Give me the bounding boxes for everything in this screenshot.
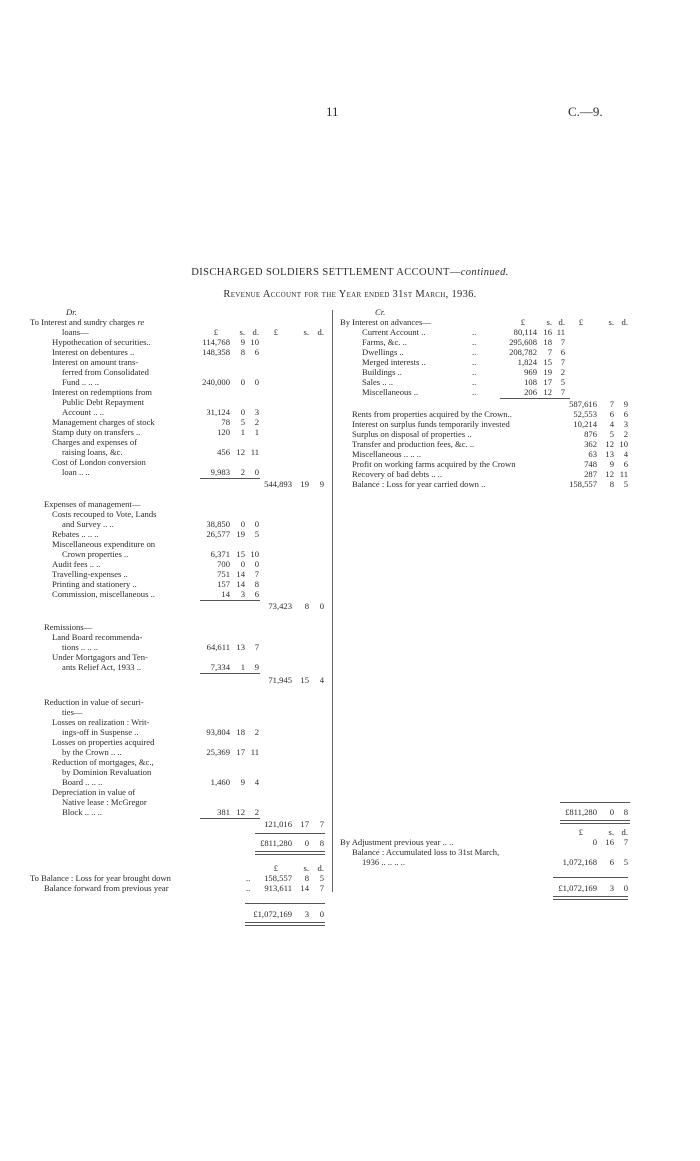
credit-other-item-pounds: 52,553 bbox=[573, 409, 597, 419]
credit-other-item-label: Miscellaneous .. .. .. bbox=[352, 449, 421, 459]
debit-interest-item-pence: 0 bbox=[254, 377, 259, 387]
debit-outer-pound-header: £ bbox=[273, 327, 278, 337]
credit-advances-item-leader: .. bbox=[472, 387, 477, 397]
debit-inner-pence-header: d. bbox=[252, 327, 259, 337]
debit-interest-item-label: Cost of London conversion bbox=[52, 457, 146, 467]
debit-remissions-item-label: Land Board recommenda- bbox=[52, 632, 143, 642]
credit-other-item-shillings: 13 bbox=[605, 449, 614, 459]
debit-reduction-item-label: Losses on properties acquired bbox=[52, 737, 155, 747]
credit-advances-item-shillings: 7 bbox=[547, 347, 552, 357]
credit-advances-item-label: Merged interests .. bbox=[362, 357, 426, 367]
debit-remissions-item-pence: 7 bbox=[254, 642, 259, 652]
debit-remissions-item-label: tions .. .. .. bbox=[62, 642, 99, 652]
credit-advances-item-pence: 11 bbox=[556, 327, 565, 337]
credit-advances-item-shillings: 17 bbox=[543, 377, 552, 387]
credit-advances-item-shillings: 12 bbox=[543, 387, 552, 397]
debit-management-item-pounds: 14 bbox=[221, 589, 230, 599]
credit-other-item-pence: 11 bbox=[619, 469, 628, 479]
debit-management-item-pence: 7 bbox=[254, 569, 259, 579]
debit-balance-item-leader: .. bbox=[246, 873, 251, 883]
debit-outer-shilling-header: s. bbox=[303, 327, 309, 337]
debit-reduction-item-pence: 4 bbox=[254, 777, 259, 787]
credit-advances-item-leader: .. bbox=[472, 347, 477, 357]
account-title-main: DISCHARGED SOLDIERS SETTLEMENT ACCOUNT— bbox=[191, 267, 461, 278]
debit-interest-total-pence: 9 bbox=[319, 479, 324, 489]
debit-management-item-shillings: 14 bbox=[236, 569, 245, 579]
credit-final-total-shillings: 3 bbox=[609, 883, 614, 893]
debit-interest-total-shillings: 19 bbox=[300, 479, 309, 489]
debit-grand-total-pence: 8 bbox=[319, 838, 324, 848]
credit-accumulated-pence: 5 bbox=[623, 857, 628, 867]
credit-advances-item-leader: .. bbox=[472, 337, 477, 347]
credit-grand-total-shillings: 0 bbox=[609, 807, 614, 817]
credit-accumulated-pounds: 1,072,168 bbox=[562, 857, 597, 867]
credit-other-item-pence: 6 bbox=[623, 409, 628, 419]
debit-balance-item-shillings: 8 bbox=[304, 873, 309, 883]
debit-reduction-total-pence: 7 bbox=[319, 819, 324, 829]
debit-grand-rule-bottom bbox=[255, 851, 325, 855]
credit-other-item-shillings: 12 bbox=[605, 469, 614, 479]
debit-management-heading: Expenses of management— bbox=[44, 499, 141, 509]
debit-interest-item-shillings: 2 bbox=[240, 467, 245, 477]
credit-advances-item-label: Buildings .. bbox=[362, 367, 402, 377]
debit-interest-item-label: ferred from Consolidated bbox=[62, 367, 149, 377]
debit-reduction-total-shillings: 17 bbox=[300, 819, 309, 829]
debit-reduction-heading-label: Reduction in value of securi- bbox=[44, 697, 144, 707]
debit-reduction-item-shillings: 18 bbox=[236, 727, 245, 737]
credit-other-item-pounds: 748 bbox=[584, 459, 597, 469]
credit-advances-total-shillings: 7 bbox=[609, 399, 614, 409]
debit-remissions-item-label: Under Mortgagors and Ten- bbox=[52, 652, 148, 662]
credit-advances-item-pounds: 80,114 bbox=[513, 327, 537, 337]
credit-grand-rule-top bbox=[560, 802, 630, 803]
debit-interest-item-label: loan .. .. bbox=[62, 467, 90, 477]
debit-management-item-pounds: 6,371 bbox=[210, 549, 230, 559]
debit-reduction-total-pounds: 121,016 bbox=[264, 819, 292, 829]
credit-other-item-pence: 10 bbox=[619, 439, 628, 449]
debit-management-item-pence: 6 bbox=[254, 589, 259, 599]
debit-grand-total-pounds: £811,280 bbox=[260, 838, 292, 848]
debit-interest-item-pence: 10 bbox=[250, 337, 259, 347]
debit-remissions-heading: Remissions— bbox=[44, 622, 93, 632]
debit-interest-item-pounds: 120 bbox=[217, 427, 230, 437]
debit-interest-item-pounds: 114,768 bbox=[202, 337, 230, 347]
credit-other-item-label: Transfer and production fees, &c. .. bbox=[352, 439, 475, 449]
debit-interest-item-label: Fund .. .. .. bbox=[62, 377, 100, 387]
debit-reduction-item-label: ings-off in Suspense .. bbox=[62, 727, 139, 737]
debit-interest-item-label: Account .. .. bbox=[62, 407, 105, 417]
debit-interest-item-label: Interest on redemptions from bbox=[52, 387, 152, 397]
debit-management-item-pounds: 157 bbox=[217, 579, 230, 589]
credit-advances-item-pounds: 295,608 bbox=[509, 337, 537, 347]
debit-interest-item-pence: 6 bbox=[254, 347, 259, 357]
debit-management-item-label: Travelling-expenses .. bbox=[52, 569, 128, 579]
debit-bottom-pence-header: d. bbox=[317, 863, 324, 873]
credit-advances-item-label: Farms, &c. .. bbox=[362, 337, 407, 347]
debit-management-total-shillings: 8 bbox=[304, 601, 309, 611]
credit-advances-item-label: Miscellaneous .. bbox=[362, 387, 419, 397]
debit-reduction-item-pounds: 381 bbox=[217, 807, 230, 817]
debit-interest-item-pounds: 456 bbox=[217, 447, 230, 457]
debit-management-item-pence: 0 bbox=[254, 519, 259, 529]
debit-management-item-pounds: 700 bbox=[217, 559, 230, 569]
credit-outer-pound-header: £ bbox=[578, 317, 583, 327]
debit-reduction-item-pence: 2 bbox=[254, 807, 259, 817]
debit-balance-item-pence: 5 bbox=[319, 873, 324, 883]
credit-bottom-pence-header: d. bbox=[621, 827, 628, 837]
credit-other-item-label: Surplus on disposal of properties .. bbox=[352, 429, 472, 439]
debit-management-item-pounds: 26,577 bbox=[206, 529, 230, 539]
debit-interest-item-label: raising loans, &c. bbox=[62, 447, 123, 457]
credit-advances-item-pence: 5 bbox=[560, 377, 565, 387]
debit-remissions-item-label: ants Relief Act, 1933 .. bbox=[62, 662, 142, 672]
credit-adjustment-shillings: 16 bbox=[605, 837, 614, 847]
debit-interest-item-label: Public Debt Repayment bbox=[62, 397, 145, 407]
debit-reduction-item-shillings: 9 bbox=[240, 777, 245, 787]
debit-balance-item-label: Balance forward from previous year bbox=[44, 883, 169, 893]
debit-label: Dr. bbox=[66, 307, 77, 317]
debit-remissions-item-pounds: 7,334 bbox=[210, 662, 230, 672]
debit-interest-item-label: Interest on amount trans- bbox=[52, 357, 139, 367]
account-subtitle: Revenue Account for the Year ended 31st March, 1936. bbox=[223, 289, 477, 300]
credit-final-total-pence: 0 bbox=[623, 883, 628, 893]
credit-advances-item-leader: .. bbox=[472, 327, 477, 337]
debit-management-item-shillings: 14 bbox=[236, 579, 245, 589]
debit-reduction-item-pounds: 25,369 bbox=[206, 747, 230, 757]
debit-interest-item-label: Hypothecation of securities.. bbox=[52, 337, 151, 347]
credit-advances-item-shillings: 18 bbox=[543, 337, 552, 347]
debit-management-item-pence: 0 bbox=[254, 559, 259, 569]
debit-final-total-pence: 0 bbox=[319, 909, 324, 919]
credit-other-item-pounds: 10,214 bbox=[573, 419, 597, 429]
credit-other-item-shillings: 4 bbox=[609, 419, 614, 429]
credit-inner-shilling-header: s. bbox=[546, 317, 552, 327]
debit-reduction-item-pence: 11 bbox=[250, 747, 259, 757]
credit-outer-shilling-header: s. bbox=[608, 317, 614, 327]
debit-remissions-total-shillings: 15 bbox=[300, 675, 309, 685]
debit-management-item-pence: 10 bbox=[250, 549, 259, 559]
debit-management-item-shillings: 0 bbox=[240, 519, 245, 529]
credit-advances-item-pounds: 969 bbox=[524, 367, 537, 377]
column-divider bbox=[332, 310, 333, 892]
credit-other-item-pounds: 63 bbox=[588, 449, 597, 459]
debit-remissions-item-shillings: 1 bbox=[240, 662, 245, 672]
credit-advances-item-pence: 6 bbox=[560, 347, 565, 357]
debit-balance-item-pence: 7 bbox=[319, 883, 324, 893]
debit-reduction-item-pence: 2 bbox=[254, 727, 259, 737]
credit-advances-heading: By Interest on advances— bbox=[340, 317, 431, 327]
credit-advances-item-shillings: 15 bbox=[543, 357, 552, 367]
debit-management-item-label: Printing and stationery .. bbox=[52, 579, 137, 589]
debit-reduction-heading-label: ties— bbox=[62, 707, 83, 717]
debit-balance-item-shillings: 14 bbox=[300, 883, 309, 893]
debit-balance-item-label: To Balance : Loss for year brought down bbox=[30, 873, 171, 883]
debit-interest-item-shillings: 5 bbox=[240, 417, 245, 427]
credit-grand-rule-bottom bbox=[560, 820, 630, 824]
debit-interest-item-label: Charges and expenses of bbox=[52, 437, 138, 447]
credit-adjustment-pounds: 0 bbox=[592, 837, 597, 847]
debit-grand-total-shillings: 0 bbox=[304, 838, 309, 848]
credit-other-item-pence: 2 bbox=[623, 429, 628, 439]
debit-bottom-pound-header: £ bbox=[273, 863, 278, 873]
debit-management-item-label: Rebates .. .. .. bbox=[52, 529, 99, 539]
credit-accumulated-label: Balance : Accumulated loss to 31st March, bbox=[352, 847, 500, 857]
debit-interest-item-label: Stamp duty on transfers .. bbox=[52, 427, 141, 437]
debit-reduction-item-label: Depreciation in value of bbox=[52, 787, 136, 797]
credit-advances-item-label: Dwellings .. bbox=[362, 347, 404, 357]
credit-outer-pence-header: d. bbox=[621, 317, 628, 327]
credit-label: Cr. bbox=[375, 307, 386, 317]
credit-advances-item-pence: 7 bbox=[560, 357, 565, 367]
account-title-suffix: continued. bbox=[460, 267, 509, 278]
credit-other-item-pounds: 876 bbox=[584, 429, 597, 439]
debit-remissions-rule bbox=[200, 673, 260, 674]
debit-interest-heading: To Interest and sundry charges re bbox=[30, 317, 145, 327]
credit-advances-item-shillings: 19 bbox=[543, 367, 552, 377]
debit-reduction-item-label: Board .. .. .. bbox=[62, 777, 103, 787]
credit-advances-item-leader: .. bbox=[472, 367, 477, 377]
credit-other-item-label: Interest on surplus funds temporarily invested bbox=[352, 419, 510, 429]
credit-advances-item-leader: .. bbox=[472, 377, 477, 387]
debit-interest-item-pence: 2 bbox=[254, 417, 259, 427]
debit-interest-item-pence: 1 bbox=[254, 427, 259, 437]
debit-management-item-pence: 5 bbox=[254, 529, 259, 539]
debit-management-item-label: Commission, miscellaneous .. bbox=[52, 589, 155, 599]
debit-management-item-shillings: 15 bbox=[236, 549, 245, 559]
credit-other-item-pounds: 362 bbox=[584, 439, 597, 449]
credit-advances-item-leader: .. bbox=[472, 357, 477, 367]
credit-advances-total-pence: 9 bbox=[623, 399, 628, 409]
credit-advances-item-label: Current Account .. bbox=[362, 327, 426, 337]
debit-reduction-item-label: Native lease : McGregor bbox=[62, 797, 147, 807]
debit-management-item-pounds: 751 bbox=[217, 569, 230, 579]
credit-bottom-pound-header: £ bbox=[578, 827, 583, 837]
credit-other-item-label: Profit on working farms acquired by the Crown bbox=[352, 459, 516, 469]
debit-reduction-item-label: Losses on realization : Writ- bbox=[52, 717, 150, 727]
credit-other-item-pence: 5 bbox=[623, 479, 628, 489]
credit-other-item-label: Recovery of bad debts .. .. bbox=[352, 469, 442, 479]
debit-bottom-shilling-header: s. bbox=[303, 863, 309, 873]
debit-balance-item-leader: .. bbox=[246, 883, 251, 893]
debit-interest-item-pence: 3 bbox=[254, 407, 259, 417]
debit-grand-rule-top bbox=[255, 833, 325, 834]
debit-management-item-label: and Survey .. .. bbox=[62, 519, 114, 529]
debit-remissions-total-pence: 4 bbox=[319, 675, 324, 685]
debit-balance-item-pounds: 913,611 bbox=[264, 883, 292, 893]
debit-inner-shilling-header: s. bbox=[239, 327, 245, 337]
debit-interest-item-shillings: 9 bbox=[240, 337, 245, 347]
debit-management-item-label: Audit fees .. .. bbox=[52, 559, 101, 569]
debit-management-total-pounds: 73,423 bbox=[268, 601, 292, 611]
debit-final-total-shillings: 3 bbox=[304, 909, 309, 919]
credit-other-item-shillings: 9 bbox=[609, 459, 614, 469]
credit-accumulated-shillings: 6 bbox=[609, 857, 614, 867]
credit-advances-total-pounds: 587,616 bbox=[569, 399, 597, 409]
report-reference: C.—9. bbox=[568, 104, 603, 119]
page-number: 11 bbox=[326, 104, 339, 119]
debit-loans-label: loans— bbox=[62, 327, 89, 337]
debit-reduction-item-shillings: 12 bbox=[236, 807, 245, 817]
credit-adjustment-pence: 7 bbox=[623, 837, 628, 847]
credit-advances-item-pence: 7 bbox=[560, 337, 565, 347]
debit-management-item-shillings: 0 bbox=[240, 559, 245, 569]
debit-interest-item-label: Interest on debentures .. bbox=[52, 347, 135, 357]
credit-advances-item-pence: 7 bbox=[560, 387, 565, 397]
debit-interest-total-pounds: 544,893 bbox=[264, 479, 292, 489]
debit-inner-pound-header: £ bbox=[213, 327, 218, 337]
debit-balance-item-pounds: 158,557 bbox=[264, 873, 292, 883]
credit-other-item-pounds: 158,557 bbox=[569, 479, 597, 489]
debit-remissions-item-pence: 9 bbox=[254, 662, 259, 672]
credit-other-item-pence: 6 bbox=[623, 459, 628, 469]
credit-grand-total-pence: 8 bbox=[623, 807, 628, 817]
debit-management-item-pence: 8 bbox=[254, 579, 259, 589]
debit-interest-item-shillings: 1 bbox=[240, 427, 245, 437]
debit-outer-pence-header: d. bbox=[317, 327, 324, 337]
credit-inner-pound-header: £ bbox=[520, 317, 525, 327]
debit-interest-item-shillings: 0 bbox=[240, 377, 245, 387]
debit-interest-item-pounds: 31,124 bbox=[206, 407, 230, 417]
debit-interest-item-pounds: 78 bbox=[221, 417, 230, 427]
debit-remissions-item-pounds: 64,611 bbox=[206, 642, 230, 652]
debit-final-rule-top bbox=[245, 903, 325, 904]
credit-advances-item-pence: 2 bbox=[560, 367, 565, 377]
debit-management-item-label: Miscellaneous expenditure on bbox=[52, 539, 156, 549]
debit-interest-item-shillings: 12 bbox=[236, 447, 245, 457]
debit-reduction-item-pounds: 93,804 bbox=[206, 727, 230, 737]
credit-other-item-shillings: 8 bbox=[609, 479, 614, 489]
credit-bottom-shilling-header: s. bbox=[608, 827, 614, 837]
credit-grand-total-pounds: £811,280 bbox=[565, 807, 597, 817]
debit-interest-item-pence: 11 bbox=[250, 447, 259, 457]
debit-reduction-item-label: Reduction of mortgages, &c., bbox=[52, 757, 154, 767]
credit-other-item-pence: 4 bbox=[623, 449, 628, 459]
debit-final-rule-bottom bbox=[245, 922, 325, 926]
credit-other-item-pence: 3 bbox=[623, 419, 628, 429]
credit-accumulated-label: 1936 .. .. .. .. bbox=[362, 857, 405, 867]
credit-final-rule-top bbox=[553, 877, 628, 878]
credit-advances-item-pounds: 108 bbox=[524, 377, 537, 387]
debit-reduction-item-label: by the Crown .. .. bbox=[62, 747, 122, 757]
credit-other-item-shillings: 12 bbox=[605, 439, 614, 449]
debit-reduction-item-label: Block .. .. .. bbox=[62, 807, 102, 817]
credit-other-item-shillings: 5 bbox=[609, 429, 614, 439]
debit-reduction-item-label: by Dominion Revaluation bbox=[62, 767, 152, 777]
credit-adjustment-label: By Adjustment previous year .. .. bbox=[340, 837, 454, 847]
debit-reduction-item-pounds: 1,460 bbox=[210, 777, 230, 787]
debit-interest-item-shillings: 8 bbox=[240, 347, 245, 357]
debit-management-item-shillings: 3 bbox=[240, 589, 245, 599]
debit-management-total-pence: 0 bbox=[319, 601, 324, 611]
credit-final-rule-bottom bbox=[553, 896, 628, 900]
credit-other-item-label: Rents from properties acquired by the Crown.. bbox=[352, 409, 512, 419]
account-title bbox=[0, 267, 700, 278]
credit-inner-pence-header: d. bbox=[558, 317, 565, 327]
debit-interest-item-label: Management charges of stock bbox=[52, 417, 155, 427]
debit-final-total-pounds: £1,072,169 bbox=[253, 909, 292, 919]
credit-advances-item-label: Sales .. .. bbox=[362, 377, 394, 387]
credit-other-item-shillings: 6 bbox=[609, 409, 614, 419]
debit-interest-item-shillings: 0 bbox=[240, 407, 245, 417]
debit-reduction-item-shillings: 17 bbox=[236, 747, 245, 757]
debit-management-item-pounds: 38,850 bbox=[206, 519, 230, 529]
debit-interest-item-pounds: 148,358 bbox=[202, 347, 230, 357]
credit-advances-item-shillings: 16 bbox=[543, 327, 552, 337]
debit-interest-item-pounds: 9,983 bbox=[210, 467, 230, 477]
credit-other-item-label: Balance : Loss for year carried down .. bbox=[352, 479, 486, 489]
credit-advances-item-pounds: 206 bbox=[524, 387, 537, 397]
debit-remissions-total-pounds: 71,945 bbox=[268, 675, 292, 685]
debit-interest-item-pounds: 240,000 bbox=[202, 377, 230, 387]
debit-remissions-item-shillings: 13 bbox=[236, 642, 245, 652]
debit-management-item-label: Crown properties .. bbox=[62, 549, 129, 559]
debit-management-item-label: Costs recouped to Vote, Lands bbox=[52, 509, 157, 519]
credit-other-item-pounds: 287 bbox=[584, 469, 597, 479]
debit-management-item-shillings: 19 bbox=[236, 529, 245, 539]
debit-interest-item-pence: 0 bbox=[254, 467, 259, 477]
credit-advances-item-pounds: 208,782 bbox=[509, 347, 537, 357]
credit-advances-item-pounds: 1,824 bbox=[517, 357, 537, 367]
credit-final-total-pounds: £1,072,169 bbox=[558, 883, 597, 893]
